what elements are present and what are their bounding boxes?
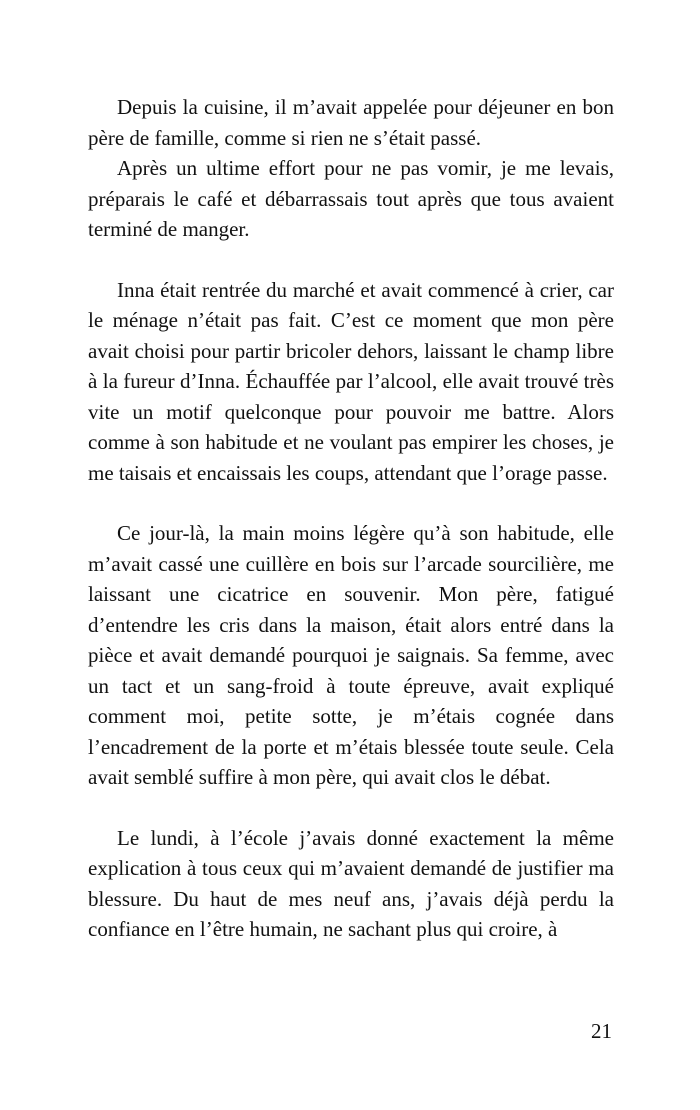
paragraph: Le lundi, à l’école j’avais donné exactement la même explication à tous ceux qui m’avaient demandé de justifier ma blessure. Du haut de mes neuf ans, j’avais déjà perdu la confiance en l’être humain, ne sachant plus qui croire, à [88, 825, 614, 941]
section-break [88, 793, 614, 823]
paragraph: Inna était rentrée du marché et avait commencé à crier, car le ménage n’était pas fait. C’est ce moment que mon père avait choisi pour partir bricoler dehors, laissant le champ libre à la fureur d’Inna. Échauffée par l’alcool, elle avait trouvé très vite un motif quelconque pour pouvoir me battre. Alors comme à son habitude et ne voulant pas empirer les choses, je me taisais et encaissais les coups, attendant que l’orage passe. [88, 277, 614, 485]
section-break [88, 245, 614, 275]
page-body [88, 92, 614, 945]
page-number: 21 [591, 1019, 612, 1043]
paragraph: Depuis la cuisine, il m’avait appelée pour déjeuner en bon père de famille, comme si rien ne s’était passé. [88, 95, 614, 150]
paragraph: Ce jour-là, la main moins légère qu’à son habitude, elle m’avait cassé une cuillère en bois sur l’arcade sourcilière, me laissant une cicatrice en souvenir. Mon père, fatigué d’entendre les cris dans la maison, était alors entré dans la pièce et avait demandé pourquoi je saignais. Sa femme, avec un tact et un sang-froid à toute épreuve, avait expliqué comment moi, petite sotte, je m’étais cognée dans l’encadrement de la porte et m’étais blessée toute seule. Cela avait semblé suffire à mon père, qui avait clos le débat. [88, 521, 614, 789]
section-break [88, 488, 614, 518]
paragraph: Après un ultime effort pour ne pas vomir, je me levais, préparais le café et débarrassais tout après que tous avaient terminé de manger. [88, 156, 614, 241]
